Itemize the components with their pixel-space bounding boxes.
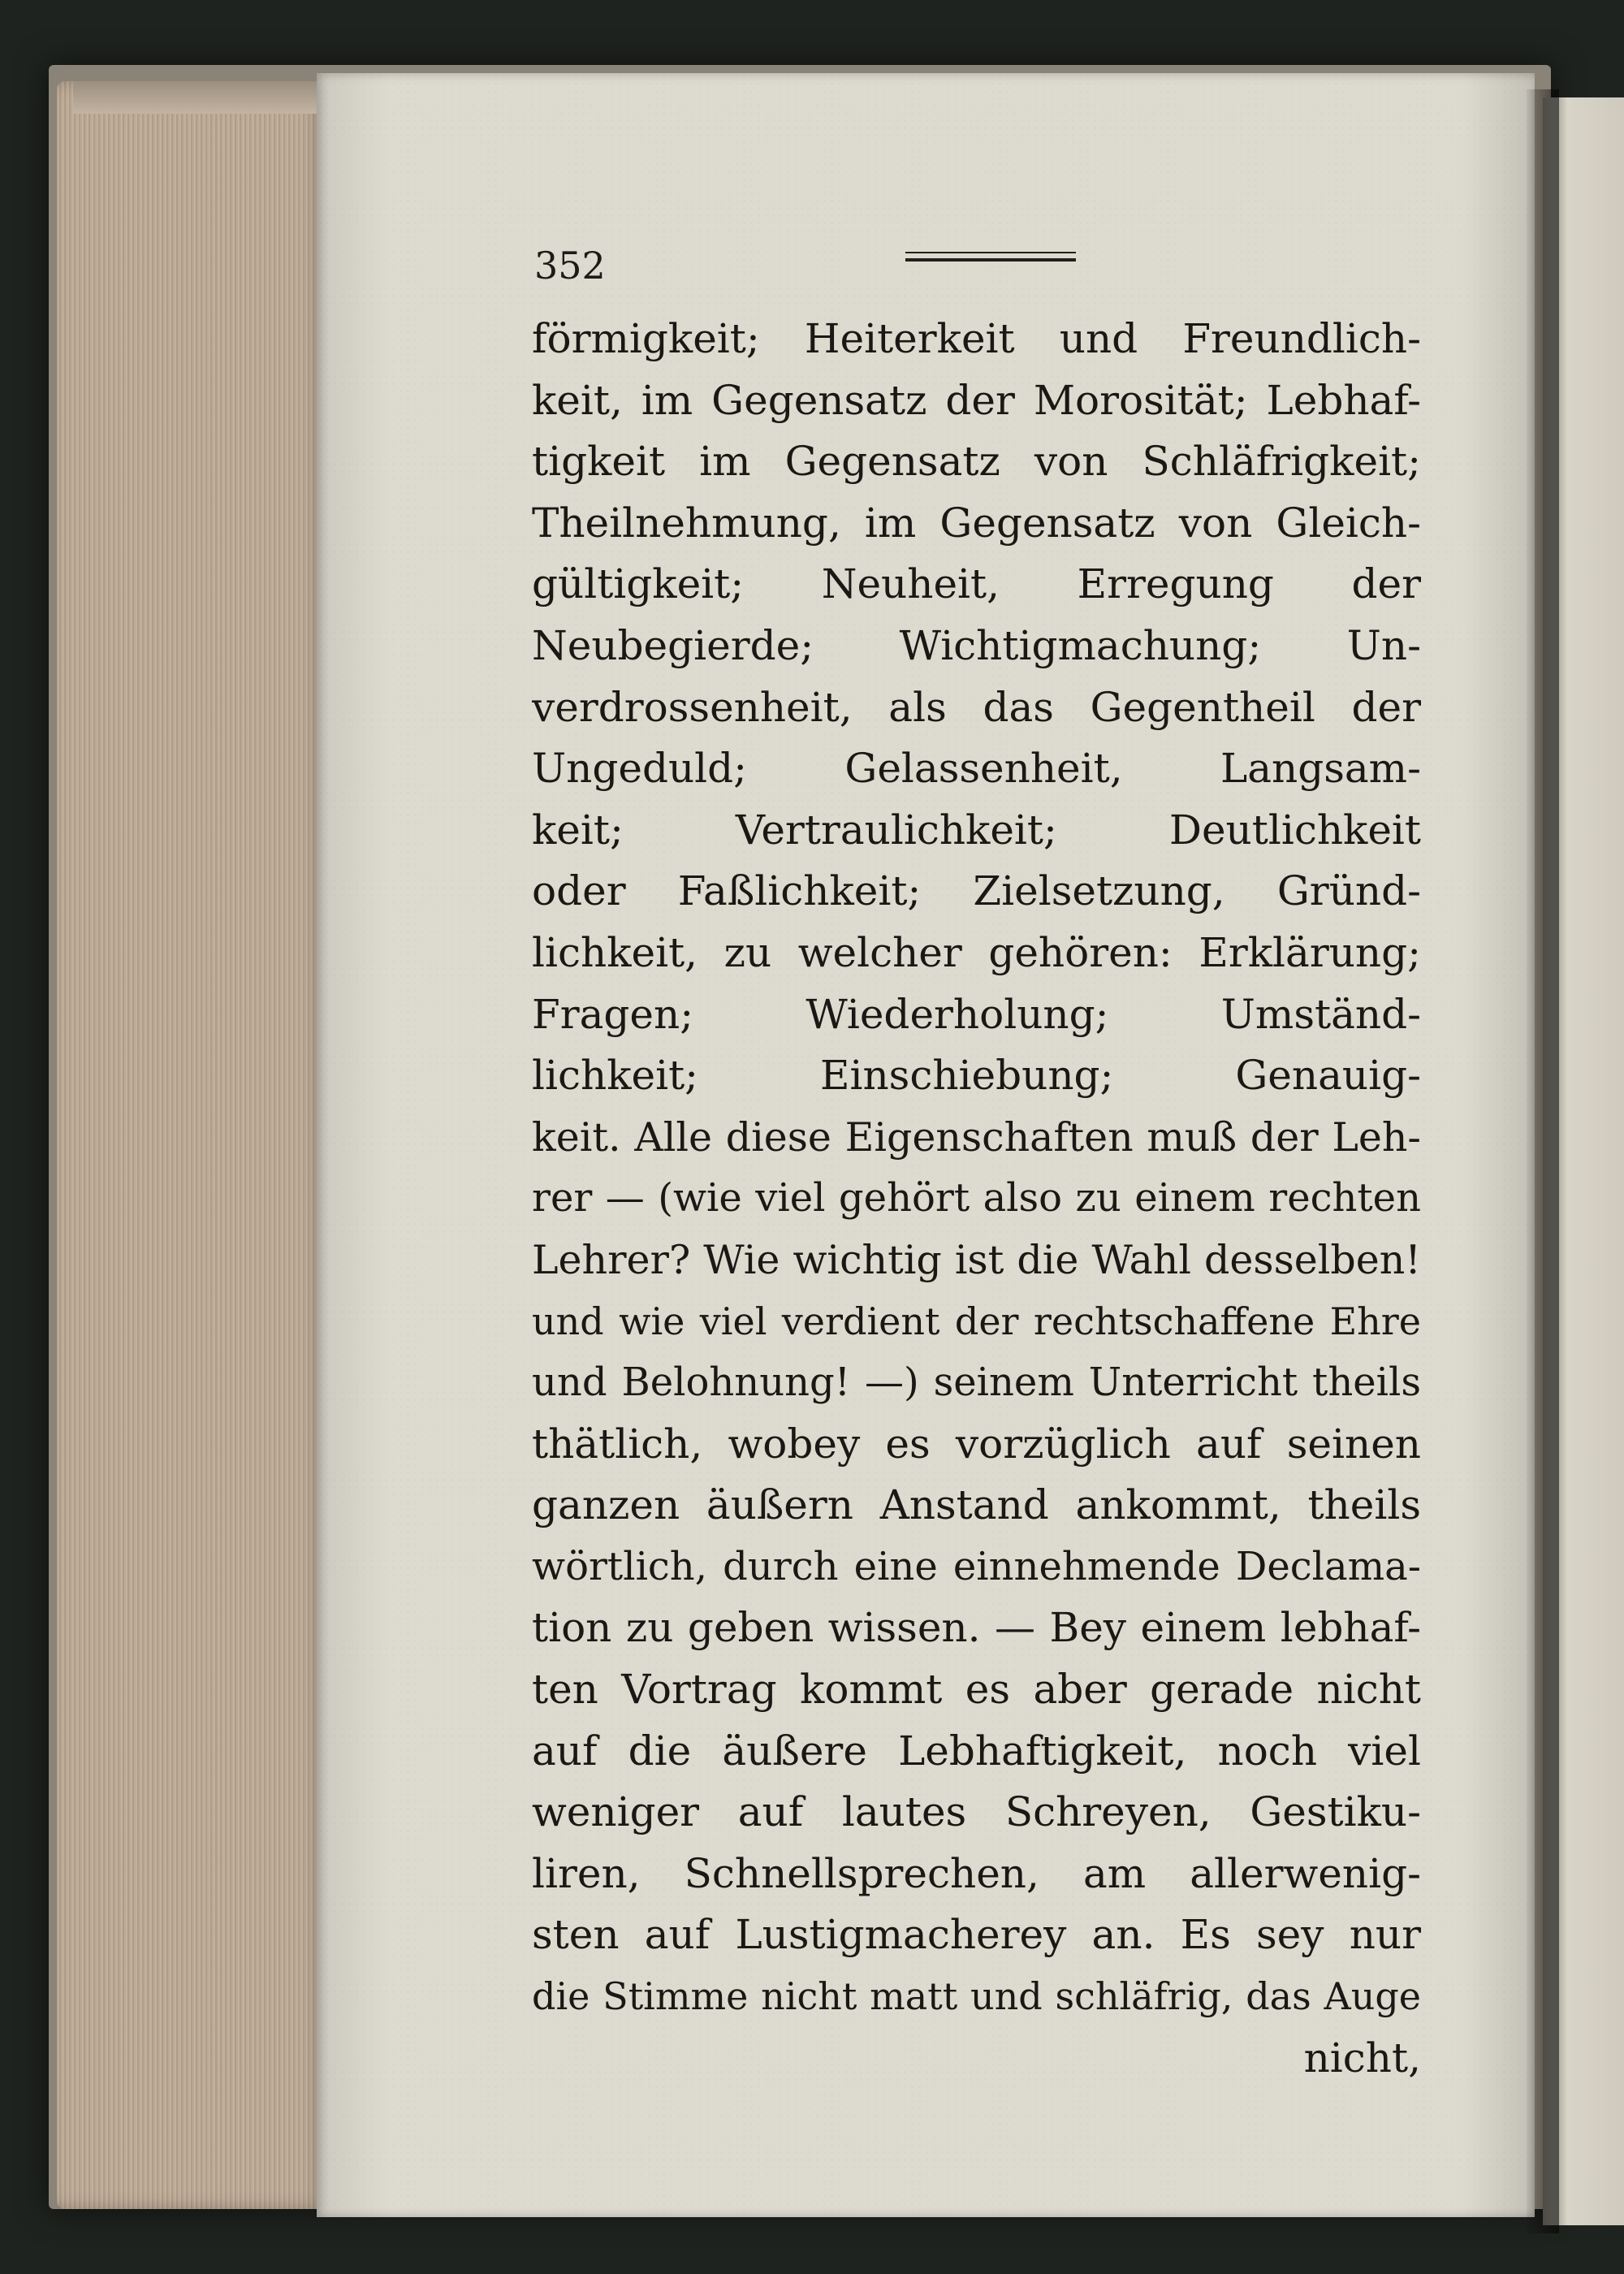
text-line: sten auf Lustigmacherey an. Es sey nur bbox=[532, 1911, 1421, 1959]
header-rule bbox=[905, 252, 1076, 266]
text-line: lichkeit; Einschiebung; Genauig- bbox=[532, 1052, 1421, 1100]
header-rule-line-bottom bbox=[905, 258, 1076, 262]
text-line: oder Faßlichkeit; Zielsetzung, Gründ- bbox=[532, 867, 1421, 915]
text-line: Neubegierde; Wichtigmachung; Un- bbox=[532, 621, 1421, 669]
page-edges bbox=[57, 81, 325, 2209]
text-line: liren, Schnellsprechen, am allerwenig- bbox=[532, 1849, 1421, 1897]
text-line: keit. Alle diese Eigenschaften muß der Leh- bbox=[532, 1113, 1421, 1161]
text-line: keit; Vertraulichkeit; Deutlichkeit bbox=[532, 806, 1421, 854]
text-line: rer — (wie viel gehört also zu einem rechten bbox=[532, 1175, 1421, 1221]
text-line: Lehrer? Wie wichtig ist die Wahl desselben! bbox=[532, 1236, 1421, 1283]
text-line: Theilnehmung, im Gegensatz von Gleich- bbox=[532, 499, 1421, 547]
text-line: keit, im Gegensatz der Morosität; Lebhaf- bbox=[532, 376, 1421, 424]
text-line: tion zu geben wissen. — Bey einem lebhaf- bbox=[532, 1604, 1421, 1652]
text-line: und Belohnung! —) seinem Unterricht theils bbox=[532, 1360, 1421, 1406]
text-line: und wie viel verdient der rechtschaffene Ehre bbox=[532, 1299, 1421, 1343]
body-text bbox=[532, 309, 1421, 2089]
text-line: verdrossenheit, als das Gegentheil der bbox=[532, 683, 1421, 731]
page-number: 352 bbox=[534, 244, 606, 287]
text-line: ganzen äußern Anstand ankommt, theils bbox=[532, 1481, 1421, 1529]
text-line: auf die äußere Lebhaftigkeit, noch viel bbox=[532, 1727, 1421, 1775]
text-line: gültigkeit; Neuheit, Erregung der bbox=[532, 560, 1421, 608]
text-line: Ungeduld; Gelassenheit, Langsam- bbox=[532, 745, 1421, 793]
text-line: Fragen; Wiederholung; Umständ- bbox=[532, 990, 1421, 1038]
text-line: lichkeit, zu welcher gehören: Erklärung; bbox=[532, 928, 1421, 976]
page-edges-top bbox=[73, 81, 325, 114]
text-line: weniger auf lautes Schreyen, Gestiku- bbox=[532, 1788, 1421, 1836]
text-line: ten Vortrag kommt es aber gerade nicht bbox=[532, 1666, 1421, 1714]
text-line: wörtlich, durch eine einnehmende Declama- bbox=[532, 1543, 1421, 1589]
catchword: nicht, bbox=[1303, 2034, 1421, 2082]
text-line: förmigkeit; Heiterkeit und Freundlich- bbox=[532, 315, 1421, 362]
header-rule-line-top bbox=[905, 252, 1076, 253]
book-page bbox=[317, 73, 1535, 2217]
gutter-shadow bbox=[1527, 89, 1559, 2233]
text-line: thätlich, wobey es vorzüglich auf seinen bbox=[532, 1420, 1421, 1468]
text-line: tigkeit im Gegensatz von Schläfrigkeit; bbox=[532, 438, 1421, 486]
text-line: die Stimme nicht matt und schläfrig, das Auge bbox=[532, 1974, 1421, 2019]
